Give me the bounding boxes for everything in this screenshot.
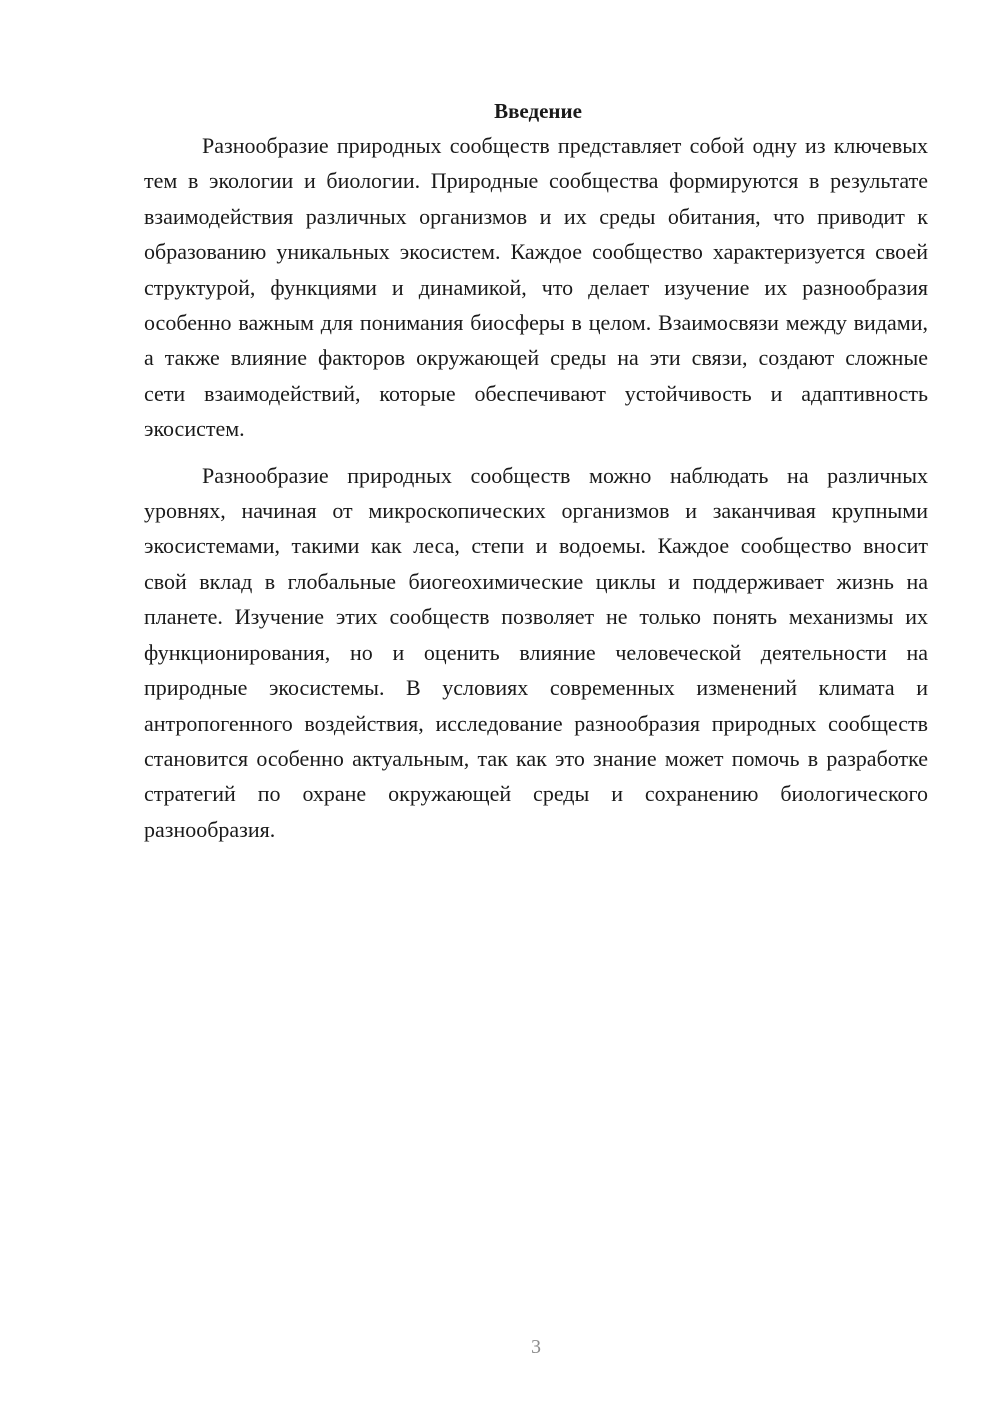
page-number: 3 [531, 1336, 541, 1358]
paragraph-2: Разнообразие природных сообществ можно наблюдать на различных уровнях, начиная от микроскопических организмов и заканчивая крупными экосистемами, такими как леса, степи и водоемы. Каждое сообщество вносит свой вклад в глобальные биогеохимические циклы и поддерживает жизнь на планете. Изучение этих сообществ позволяет не только понять механизмы их функционирования, но и оценить влияние человеческой деятельности на природные экосистемы. В условиях современных изменений климата и антропогенного воздействия, исследование разнообразия природных сообществ становится особенно актуальным, так как это знание может помочь в разработке стратегий по охране окружающей среды и сохранению биологического разнообразия. [144, 462, 928, 842]
paragraph-1: Разнообразие природных сообществ представляет собой одну из ключевых тем в экологии и биологии. Природные сообщества формируются в результате взаимодействия различных организмов и их среды обитания, что приводит к образованию уникальных экосистем. Каждое сообщество характеризуется своей структурой, функциями и динамикой, что делает изучение их разнообразия особенно важным для понимания биосферы в целом. Взаимосвязи между видами, а также влияние факторов окружающей среды на эти связи, создают сложные сети взаимодействий, которые обеспечивают устойчивость и адаптивность экосистем. [144, 133, 928, 442]
page-content [144, 96, 928, 847]
section-heading: Введение [494, 99, 582, 123]
